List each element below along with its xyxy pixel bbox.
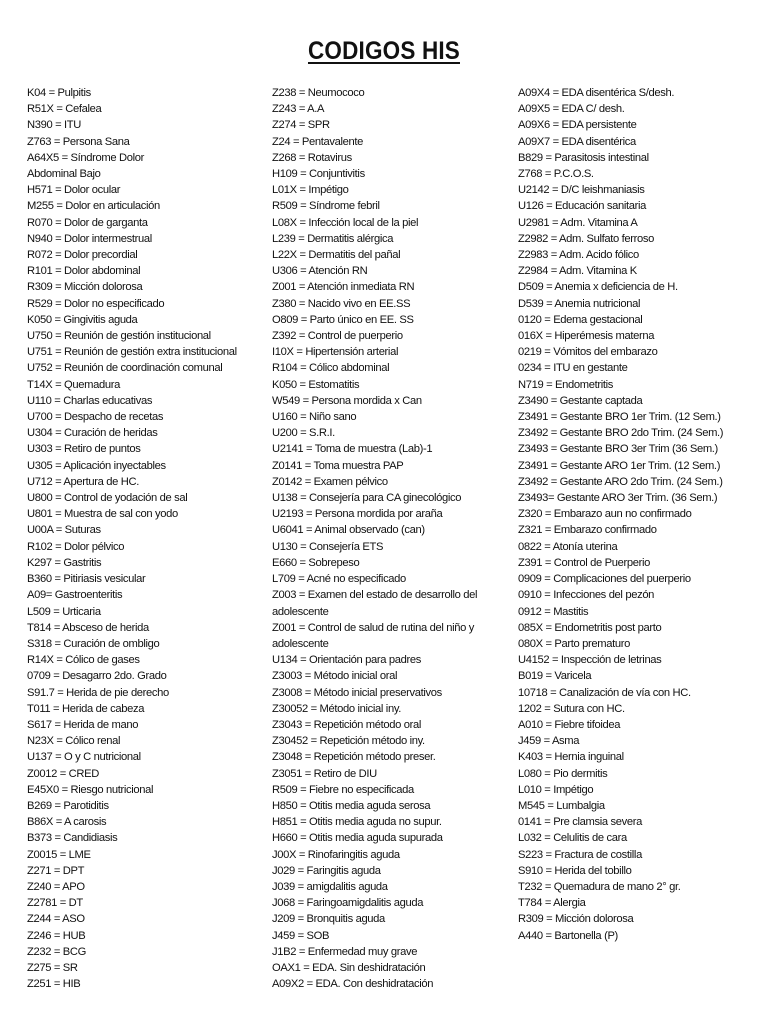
code-entry: L08X = Infección local de la piel	[272, 216, 419, 229]
code-entry: T232 = Quemadura de mano 2° gr.	[518, 880, 681, 893]
code-entry: O809 = Parto único en EE. SS	[272, 313, 414, 326]
code-entry: T011 = Herida de cabeza	[27, 702, 145, 715]
code-entry: K297 = Gastritis	[27, 556, 102, 569]
code-entry: Z246 = HUB	[27, 929, 86, 942]
code-entry: Z392 = Control de puerperio	[272, 330, 403, 343]
code-entry: S318 = Curación de ombligo	[27, 637, 160, 650]
code-entry: L080 = Pio dermitis	[518, 767, 608, 780]
code-entry: T814 = Absceso de herida	[27, 621, 149, 634]
code-entry: J459 = Asma	[518, 735, 580, 748]
code-entry: N390 = ITU	[27, 119, 82, 132]
code-entry: Z763 = Persona Sana	[27, 135, 130, 148]
code-entry: U712 = Apertura de HC.	[27, 475, 140, 488]
code-entry: Z001 = Atención inmediata RN	[272, 281, 415, 294]
code-entry: adolescente	[272, 605, 329, 618]
code-entry: 0822 = Atonía uterina	[518, 540, 618, 553]
code-entry: Z380 = Nacido vivo en EE.SS	[272, 297, 411, 310]
code-entry: Z2983 = Adm. Acido fólico	[518, 249, 639, 262]
code-entry: J00X = Rinofaringitis aguda	[272, 848, 400, 861]
code-entry: R309 = Micción dolorosa	[27, 281, 143, 294]
code-entry: Z251 = HIB	[27, 978, 81, 991]
code-entry: H571 = Dolor ocular	[27, 184, 121, 197]
code-entry: Z2984 = Adm. Vitamina K	[518, 265, 637, 278]
code-entry: 016X = Hiperémesis materna	[518, 330, 655, 343]
code-entry: U138 = Consejería para CA ginecológico	[272, 492, 462, 505]
code-entry: U00A = Suturas	[27, 524, 101, 537]
code-entry: R509 = Fiebre no especificada	[272, 783, 414, 796]
code-entry: B829 = Parasitosis intestinal	[518, 151, 649, 164]
code-entry: Z30052 = Método inicial iny.	[272, 702, 401, 715]
code-entry: M545 = Lumbalgia	[518, 799, 605, 812]
code-entry: 1202 = Sutura con HC.	[518, 702, 625, 715]
code-entry: Z243 = A.A	[272, 103, 325, 116]
code-entry: U110 = Charlas educativas	[27, 394, 153, 407]
code-entry: Z3051 = Retiro de DIU	[272, 767, 377, 780]
code-entry: A09X6 = EDA persistente	[518, 119, 637, 132]
code-entry: 080X = Parto prematuro	[518, 637, 631, 650]
code-entry: U304 = Curación de heridas	[27, 427, 158, 440]
code-entry: 0120 = Edema gestacional	[518, 313, 643, 326]
code-entry: 0910 = Infecciones del pezón	[518, 589, 655, 602]
code-entry: R102 = Dolor pélvico	[27, 540, 125, 553]
code-entry: U750 = Reunión de gestión institucional	[27, 330, 211, 343]
code-entry: L010 = Impétigo	[518, 783, 594, 796]
code-entry: B019 = Varicela	[518, 670, 592, 683]
code-entry: Z3492 = Gestante ARO 2do Trim. (24 Sem.)	[518, 475, 723, 488]
code-entry: A09= Gastroenteritis	[27, 589, 123, 602]
code-entry: J039 = amigdalitis aguda	[272, 880, 388, 893]
code-entry: H850 = Otitis media aguda serosa	[272, 799, 431, 812]
code-entry: Z0015 = LME	[27, 848, 91, 861]
code-entry: L22X = Dermatitis del pañal	[272, 249, 401, 262]
code-entry: 085X = Endometritis post parto	[518, 621, 662, 634]
code-entry: A010 = Fiebre tifoidea	[518, 718, 621, 731]
code-entry: Z3048 = Repetición método preser.	[272, 751, 436, 764]
code-entry: Z3491 = Gestante BRO 1er Trim. (12 Sem.)	[518, 411, 721, 424]
code-entry: Z240 = APO	[27, 880, 85, 893]
code-entry: L01X = Impétigo	[272, 184, 349, 197]
code-entry: W549 = Persona mordida x Can	[272, 394, 422, 407]
code-entry: Z274 = SPR	[272, 119, 330, 132]
code-entry: Z30452 = Repetición método iny.	[272, 735, 425, 748]
code-entry: S91.7 = Herida de pie derecho	[27, 686, 169, 699]
code-entry: N719 = Endometritis	[518, 378, 614, 391]
code-entry: L509 = Urticaria	[27, 605, 101, 618]
code-entry: K050 = Gingivitis aguda	[27, 313, 138, 326]
code-entry: Z768 = P.C.O.S.	[518, 168, 594, 181]
code-entry: Z2781 = DT	[27, 897, 83, 910]
code-entry: Z001 = Control de salud de rutina del niño y	[272, 621, 474, 634]
code-entry: Z0012 = CRED	[27, 767, 99, 780]
code-entry: R072 = Dolor precordial	[27, 249, 138, 262]
code-entry: S617 = Herida de mano	[27, 718, 139, 731]
code-entry: H660 = Otitis media aguda supurada	[272, 832, 443, 845]
code-entry: D539 = Anemia nutricional	[518, 297, 641, 310]
code-entry: T14X = Quemadura	[27, 378, 120, 391]
code-entry: K403 = Hernia inguinal	[518, 751, 624, 764]
code-entry: D509 = Anemia x deficiencia de H.	[518, 281, 678, 294]
code-entry: U6041 = Animal observado (can)	[272, 524, 425, 537]
code-entry: U2981 = Adm. Vitamina A	[518, 216, 638, 229]
code-entry: 0709 = Desagarro 2do. Grado	[27, 670, 167, 683]
code-entry: Z321 = Embarazo confirmado	[518, 524, 657, 537]
code-entry: J068 = Faringoamigdalitis aguda	[272, 897, 424, 910]
code-entry: U200 = S.R.I.	[272, 427, 335, 440]
code-entry: 10718 = Canalización de vía con HC.	[518, 686, 691, 699]
code-entry: A09X7 = EDA disentérica	[518, 135, 636, 148]
code-entry: U751 = Reunión de gestión extra institucional	[27, 346, 237, 359]
code-entry: 0219 = Vómitos del embarazo	[518, 346, 658, 359]
code-entry: J1B2 = Enfermedad muy grave	[272, 945, 418, 958]
code-entry: Z3008 = Método inicial preservativos	[272, 686, 442, 699]
code-entry: Z238 = Neumococo	[272, 87, 365, 99]
code-entry: Z3491 = Gestante ARO 1er Trim. (12 Sem.)	[518, 459, 721, 472]
code-entry: Z271 = DPT	[27, 864, 85, 877]
code-entry: Z3043 = Repetición método oral	[272, 718, 422, 731]
code-entry: Z268 = Rotavirus	[272, 151, 352, 164]
code-column-3	[518, 85, 758, 944]
code-entry: R509 = Síndrome febril	[272, 200, 380, 213]
code-entry: U160 = Niño sano	[272, 411, 357, 424]
code-entry: R14X = Cólico de gases	[27, 654, 140, 667]
code-entry: L709 = Acné no especificado	[272, 573, 406, 586]
page-title: CODIGOS HIS	[307, 37, 460, 65]
code-entry: H109 = Conjuntivitis	[272, 168, 365, 181]
code-entry: R529 = Dolor no especificado	[27, 297, 165, 310]
code-entry: Z391 = Control de Puerperio	[518, 556, 651, 569]
code-entry: Z3493= Gestante ARO 3er Trim. (36 Sem.)	[518, 492, 718, 505]
code-entry: L239 = Dermatitis alérgica	[272, 232, 394, 245]
code-entry: U126 = Educación sanitaria	[518, 200, 647, 213]
code-entry: A09X4 = EDA disentérica S/desh.	[518, 87, 675, 99]
code-column-2	[272, 85, 512, 992]
code-entry: U800 = Control de yodación de sal	[27, 492, 188, 505]
code-entry: U137 = O y C nutricional	[27, 751, 141, 764]
code-entry: Abdominal Bajo	[27, 168, 101, 181]
code-entry: K04 = Pulpitis	[27, 87, 91, 99]
code-entry: R51X = Cefalea	[27, 103, 102, 116]
code-entry: H851 = Otitis media aguda no supur.	[272, 816, 442, 829]
code-entry: Z2982 = Adm. Sulfato ferroso	[518, 232, 655, 245]
code-entry: B360 = Pitiriasis vesicular	[27, 573, 146, 586]
code-entry: Z3493 = Gestante BRO 3er Trim (36 Sem.)	[518, 443, 718, 456]
code-entry: U303 = Retiro de puntos	[27, 443, 141, 456]
code-entry: 0141 = Pre clamsia severa	[518, 816, 643, 829]
code-entry: A64X5 = Síndrome Dolor	[27, 151, 144, 164]
code-entry: Z320 = Embarazo aun no confirmado	[518, 508, 692, 521]
code-entry: Z24 = Pentavalente	[272, 135, 364, 148]
code-entry: S223 = Fractura de costilla	[518, 848, 642, 861]
code-entry: I10X = Hipertensión arterial	[272, 346, 399, 359]
code-entry: B269 = Parotiditis	[27, 799, 109, 812]
code-entry: U134 = Orientación para padres	[272, 654, 422, 667]
code-entry: Z3003 = Método inicial oral	[272, 670, 398, 683]
code-entry: U752 = Reunión de coordinación comunal	[27, 362, 223, 375]
code-entry: U801 = Muestra de sal con yodo	[27, 508, 178, 521]
code-entry: Z275 = SR	[27, 961, 78, 974]
code-entry: A09X2 = EDA. Con deshidratación	[272, 978, 434, 991]
code-entry: U2142 = D/C leishmaniasis	[518, 184, 645, 197]
code-entry: Z244 = ASO	[27, 913, 85, 926]
code-entry: U700 = Despacho de recetas	[27, 411, 164, 424]
code-entry: J209 = Bronquitis aguda	[272, 913, 385, 926]
code-entry: Z0141 = Toma muestra PAP	[272, 459, 404, 472]
code-entry: Z3490 = Gestante captada	[518, 394, 643, 407]
code-entry: Z0142 = Examen pélvico	[272, 475, 388, 488]
code-entry: Z3492 = Gestante BRO 2do Trim. (24 Sem.)	[518, 427, 724, 440]
code-entry: OAX1 = EDA. Sin deshidratación	[272, 961, 426, 974]
code-entry: 0909 = Complicaciones del puerperio	[518, 573, 691, 586]
code-entry: K050 = Estomatitis	[272, 378, 360, 391]
code-entry: R101 = Dolor abdominal	[27, 265, 141, 278]
code-entry: N940 = Dolor intermestrual	[27, 232, 152, 245]
code-entry: R070 = Dolor de garganta	[27, 216, 148, 229]
code-entry: B86X = A carosis	[27, 816, 107, 829]
code-entry: U306 = Atención RN	[272, 265, 368, 278]
code-entry: U4152 = Inspección de letrinas	[518, 654, 662, 667]
code-entry: 0912 = Mastitis	[518, 605, 589, 618]
code-entry: L032 = Celulitis de cara	[518, 832, 627, 845]
code-entry: A09X5 = EDA C/ desh.	[518, 103, 625, 116]
code-entry: Z003 = Examen del estado de desarrollo del	[272, 589, 478, 602]
code-entry: Z232 = BCG	[27, 945, 86, 958]
code-entry: adolescente	[272, 637, 329, 650]
code-entry: U2141 = Toma de muestra (Lab)-1	[272, 443, 433, 456]
code-entry: R309 = Micción dolorosa	[518, 913, 634, 926]
code-entry: E660 = Sobrepeso	[272, 556, 360, 569]
code-column-1	[27, 85, 257, 992]
code-entry: 0234 = ITU en gestante	[518, 362, 628, 375]
code-entry: U305 = Aplicación inyectables	[27, 459, 166, 472]
code-entry: B373 = Candidiasis	[27, 832, 118, 845]
code-entry: M255 = Dolor en articulación	[27, 200, 160, 213]
code-entry: E45X0 = Riesgo nutricional	[27, 783, 154, 796]
code-entry: N23X = Cólico renal	[27, 735, 121, 748]
code-entry: T784 = Alergia	[518, 897, 586, 910]
code-entry: U130 = Consejería ETS	[272, 540, 384, 553]
code-entry: A440 = Bartonella (P)	[518, 929, 618, 942]
code-entry: J029 = Faringitis aguda	[272, 864, 381, 877]
code-entry: J459 = SOB	[272, 929, 330, 942]
code-entry: U2193 = Persona mordida por araña	[272, 508, 443, 521]
code-entry: R104 = Cólico abdominal	[272, 362, 390, 375]
code-entry: S910 = Herida del tobillo	[518, 864, 632, 877]
